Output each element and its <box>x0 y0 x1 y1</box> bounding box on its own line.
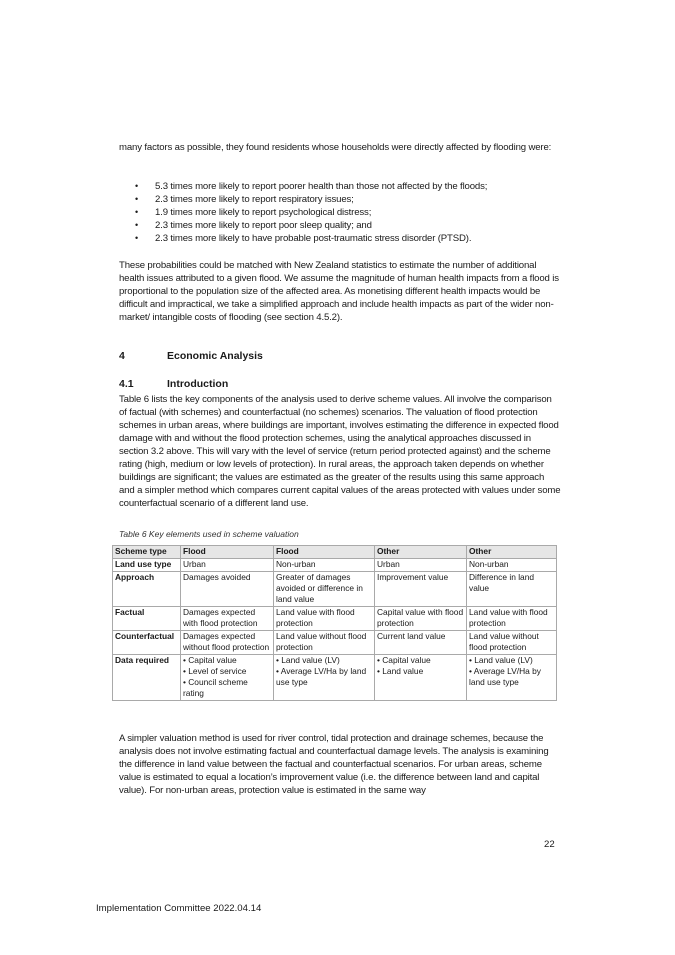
table-cell <box>274 655 375 701</box>
probabilities-paragraph: These probabilities could be matched with New Zealand statistics to estimate the number of additional health issues attributed to a given flood. We assume the magnitude of human health impacts from a flood is proportional to the population size of the affected area. As monetising different health impacts would be difficult and impractical, we take a simplified approach and include health impacts as part of the wider non-market/ intangible costs of flooding (see section 4.5.2). <box>119 260 559 323</box>
table-cell: Improvement value <box>375 572 467 607</box>
introduction-paragraph: Table 6 lists the key components of the analysis used to derive scheme values. All involve the comparison of factual (with schemes) and counterfactual (no schemes) scenarios. The valuation of flood protection schemes in urban areas, where buildings are important, involves estimating the difference in expected flood damage with and without the flood protection schemes, using the analytical approaches discussed in section 3.2 above. This will vary with the level of service (return period protected against) and the scheme rating (high, medium or low levels of protection). In rural areas, the approach taken depends on whether buildings are significant; the values are estimated as the greater of the results using this same approach and a simpler method which compares current capital values of the areas protected with values under some counterfactual scenario of a different land use. <box>119 394 561 509</box>
row-label: Land use type <box>113 559 181 572</box>
table-cell: Damages avoided <box>181 572 274 607</box>
cell-bullet: • Average LV/Ha by land use type <box>276 666 367 687</box>
row-label: Data required <box>113 655 181 701</box>
table-row <box>113 631 557 655</box>
page-footer: Implementation Committee 2022.04.14 <box>96 903 262 914</box>
header-cell: Other <box>467 546 557 559</box>
header-cell: Flood <box>181 546 274 559</box>
cell-bullet: • Capital value <box>377 655 431 665</box>
cell-bullet: • Land value (LV) <box>276 655 340 665</box>
subsection-title: Introduction <box>167 378 229 390</box>
table-cell: Urban <box>375 559 467 572</box>
health-impacts-list <box>128 180 578 245</box>
table-row <box>113 572 557 607</box>
list-item: • 2.3 times more likely to report poor sleep quality; and <box>135 220 372 231</box>
simpler-method-paragraph: A simpler valuation method is used for river control, tidal protection and drainage schemes, because the analysis does not involve estimating factual and counterfactual damage levels. The analysis is examining the difference in land value between the factual and counterfactual scenarios. For urban areas, scheme value is estimated to equal a location’s improvement value (i.e. the difference between land and capital value). For non-urban areas, protection value is estimated in the same way <box>119 733 549 796</box>
cell-bullet: • Average LV/Ha by land use type <box>469 666 541 687</box>
list-item: • 5.3 times more likely to report poorer health than those not affected by the floods; <box>135 181 488 192</box>
cell-bullet: • Capital value <box>183 655 237 665</box>
header-cell: Flood <box>274 546 375 559</box>
table-cell <box>375 655 467 701</box>
table-cell: Damages expected without flood protection <box>181 631 274 655</box>
table-cell: Current land value <box>375 631 467 655</box>
subsection-number: 4.1 <box>119 378 134 390</box>
table-cell: Capital value with flood protection <box>375 607 467 631</box>
bullet-glyph: • <box>135 194 139 204</box>
page-number: 22 <box>544 839 555 850</box>
table-row <box>113 607 557 631</box>
cell-bullet: • Council scheme rating <box>183 677 248 698</box>
intro-continuation-paragraph: many factors as possible, they found residents whose households were directly affected by flooding were: <box>119 142 552 153</box>
table-cell: Non-urban <box>274 559 375 572</box>
table-cell: Land value with flood protection <box>274 607 375 631</box>
cell-bullet: • Land value (LV) <box>469 655 533 665</box>
scheme-valuation-table <box>112 545 557 701</box>
bullet-glyph: • <box>135 220 139 230</box>
bullet-glyph: • <box>135 233 139 243</box>
table-cell: Non-urban <box>467 559 557 572</box>
section-title: Economic Analysis <box>167 350 263 362</box>
header-cell: Other <box>375 546 467 559</box>
table-caption: Table 6 Key elements used in scheme valuation <box>119 529 299 539</box>
cell-bullet: • Level of service <box>183 666 247 676</box>
table-cell: Urban <box>181 559 274 572</box>
row-label: Factual <box>113 607 181 631</box>
cell-bullet: • Land value <box>377 666 424 676</box>
list-item: • 2.3 times more likely to have probable post-traumatic stress disorder (PTSD). <box>135 233 472 244</box>
bullet-glyph: • <box>135 181 139 191</box>
table-row <box>113 559 557 572</box>
table-cell: Greater of damages avoided or difference in land value <box>274 572 375 607</box>
section-number: 4 <box>119 350 125 362</box>
row-label: Approach <box>113 572 181 607</box>
bullet-glyph: • <box>135 207 139 217</box>
header-cell: Scheme type <box>113 546 181 559</box>
table-cell <box>181 655 274 701</box>
list-item: • 1.9 times more likely to report psychological distress; <box>135 207 372 218</box>
table-cell: Difference in land value <box>467 572 557 607</box>
table-header-row <box>113 546 557 559</box>
table-cell <box>467 655 557 701</box>
table-cell: Land value with flood protection <box>467 607 557 631</box>
table-cell: Damages expected with flood protection <box>181 607 274 631</box>
row-label: Counterfactual <box>113 631 181 655</box>
table-cell: Land value without flood protection <box>467 631 557 655</box>
table-row <box>113 655 557 701</box>
list-item: • 2.3 times more likely to report respiratory issues; <box>135 194 354 205</box>
table-cell: Land value without flood protection <box>274 631 375 655</box>
